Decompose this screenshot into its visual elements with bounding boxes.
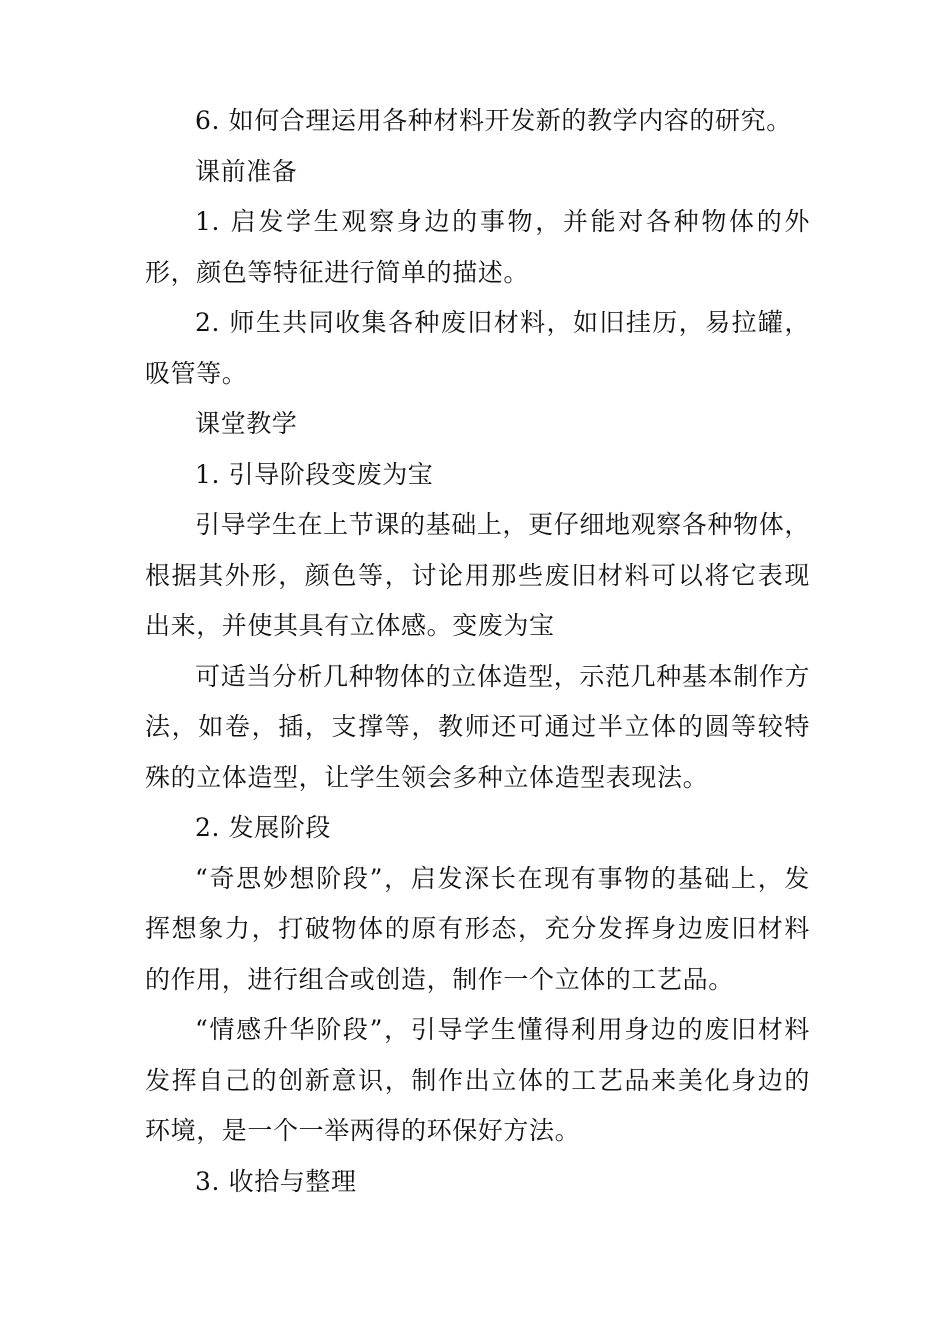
section-heading-pre-class: 课前准备 (195, 156, 298, 186)
classroom-step-1-paragraph-a: 引导学生在上节课的基础上，更仔细地观察各种物体，根据其外形，颜色等，讨论用那些废旧材料可以将它表现出来，并使其具有立体感。变废为宝 (145, 510, 810, 640)
pre-class-item-2: 2. 师生共同收集各种废旧材料，如旧挂历，易拉罐，吸管等。 (145, 308, 810, 388)
document-body (145, 96, 810, 1207)
classroom-step-1-paragraph-b: 可适当分析几种物体的立体造型，示范几种基本制作方法，如卷，插，支撑等，教师还可通过半立体的圆等较特殊的立体造型，让学生领会多种立体造型表现法。 (145, 661, 810, 792)
classroom-step-2-paragraph-b: “情感升华阶段”，引导学生懂得利用身边的废旧材料发挥自己的创新意识，制作出立体的工艺品来美化身边的环境，是一个一举两得的环保好方法。 (145, 1015, 810, 1145)
classroom-step-2-paragraph-a: “奇思妙想阶段”，启发深长在现有事物的基础上，发挥想象力，打破物体的原有形态，充分发挥身边废旧材料的作用，进行组合或创造，制作一个立体的工艺品。 (145, 863, 810, 994)
classroom-step-3-heading: 3. 收拾与整理 (195, 1166, 357, 1196)
classroom-step-1-heading: 1. 引导阶段变废为宝 (195, 459, 434, 489)
item-6-research-materials: 6. 如何合理运用各种材料开发新的教学内容的研究。 (195, 106, 792, 135)
pre-class-item-1: 1. 启发学生观察身边的事物，并能对各种物体的外形，颜色等特征进行简单的描述。 (145, 207, 810, 287)
classroom-step-2-heading: 2. 发展阶段 (195, 813, 331, 842)
section-heading-classroom: 课堂教学 (195, 409, 298, 438)
